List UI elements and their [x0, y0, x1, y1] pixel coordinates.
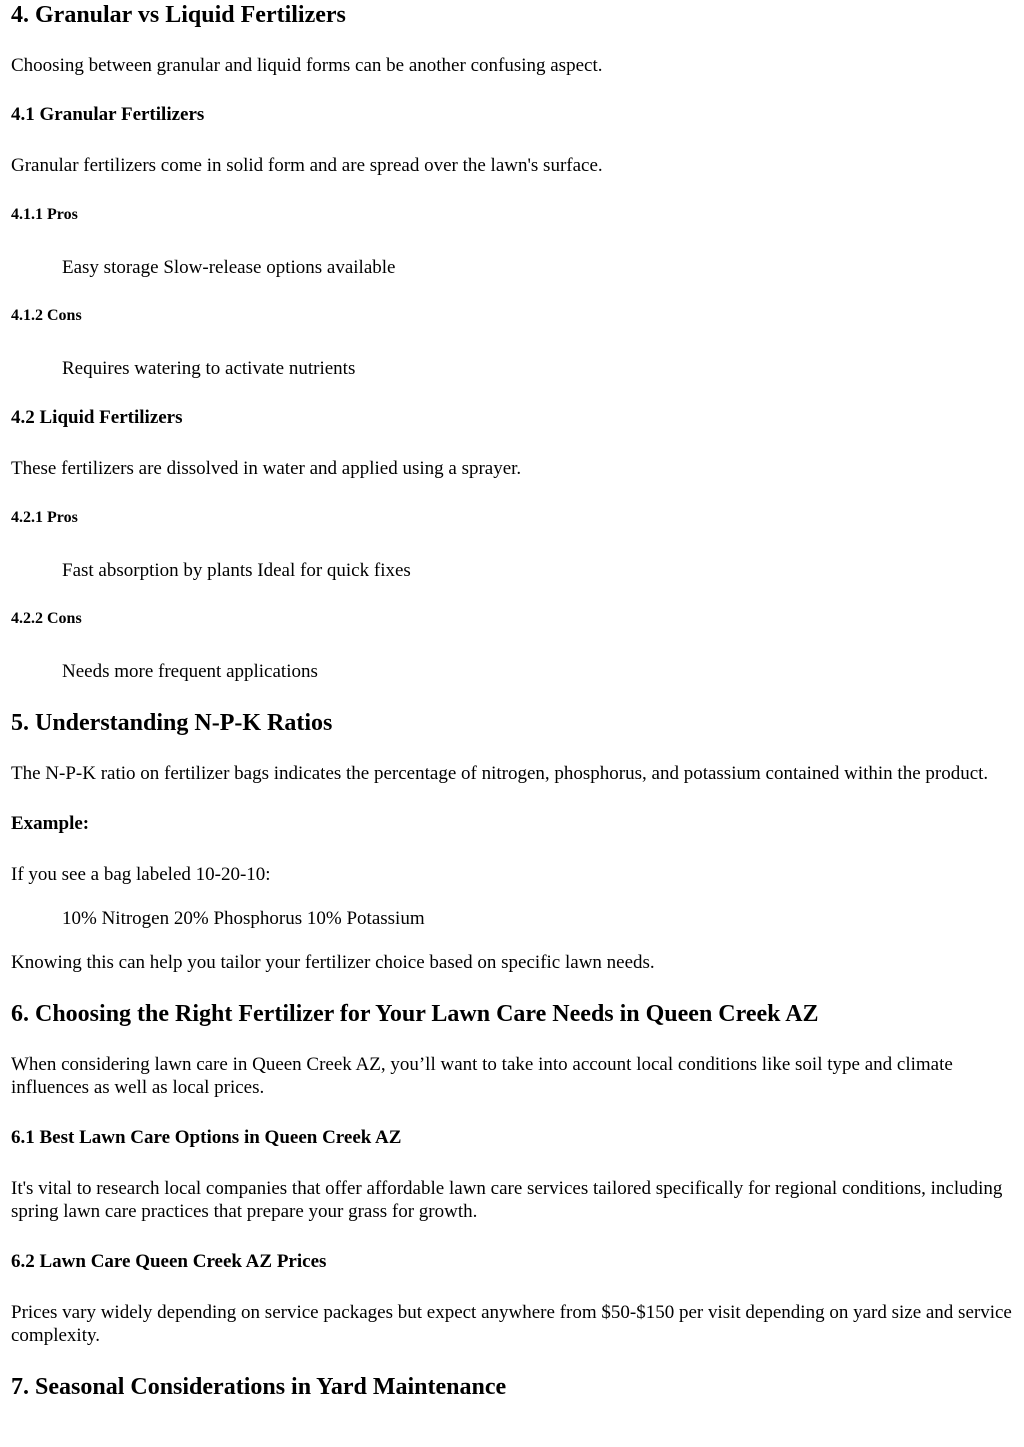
- heading-example: Example:: [11, 813, 90, 834]
- heading-granular-fertilizers: 4.1 Granular Fertilizers: [11, 104, 205, 125]
- heading-prices: 6.2 Lawn Care Queen Creek AZ Prices: [11, 1251, 327, 1272]
- list-item: 20% Phosphorus: [173, 908, 303, 929]
- paragraph-liquid-fertilizers: These fertilizers are dissolved in water and applied using a sprayer.: [11, 458, 522, 479]
- list-item: Ideal for quick fixes: [257, 560, 411, 581]
- paragraph-npk-ratios: The N-P-K ratio on fertilizer bags indicates the percentage of nitrogen, phosphorus, and potassium contained within the product.: [11, 763, 989, 784]
- paragraph-choosing-fertilizer: When considering lawn care in Queen Creek AZ, you’ll want to take into account local conditions like soil type and climate influences as well as local prices.: [11, 1054, 953, 1098]
- paragraph-npk-closing: Knowing this can help you tailor your fertilizer choice based on specific lawn needs.: [11, 952, 655, 973]
- heading-choosing-fertilizer: 6. Choosing the Right Fertilizer for Your Lawn Care Needs in Queen Creek AZ: [11, 1001, 819, 1027]
- heading-best-options: 6.1 Best Lawn Care Options in Queen Creek AZ: [11, 1127, 402, 1148]
- heading-granular-pros: 4.1.1 Pros: [11, 206, 78, 223]
- heading-liquid-fertilizers: 4.2 Liquid Fertilizers: [11, 407, 183, 428]
- heading-granular-vs-liquid: 4. Granular vs Liquid Fertilizers: [11, 2, 346, 28]
- list-item: Needs more frequent applications: [62, 661, 318, 682]
- list-granular-pros: [11, 256, 1013, 279]
- list-liquid-pros: [11, 559, 1013, 582]
- paragraph-best-options: It's vital to research local companies that offer affordable lawn care services tailored specifically for regional conditions, including spring lawn care practices that prepare your grass for growth.: [11, 1178, 1003, 1222]
- paragraph-example: If you see a bag labeled 10-20-10:: [11, 864, 271, 885]
- list-item: 10% Potassium: [306, 908, 425, 929]
- heading-liquid-cons: 4.2.2 Cons: [11, 610, 82, 627]
- heading-npk-ratios: 5. Understanding N-P-K Ratios: [11, 710, 333, 736]
- list-liquid-cons: [11, 660, 1013, 683]
- list-granular-cons: [11, 357, 1013, 380]
- list-item: Easy storage: [62, 257, 159, 278]
- list-item: 10% Nitrogen: [62, 908, 170, 929]
- paragraph-granular-vs-liquid-intro: Choosing between granular and liquid forms can be another confusing aspect.: [11, 55, 603, 76]
- paragraph-granular-fertilizers: Granular fertilizers come in solid form and are spread over the lawn's surface.: [11, 155, 603, 176]
- heading-granular-cons: 4.1.2 Cons: [11, 307, 82, 324]
- article-body: [11, 1, 1013, 1401]
- list-item: Slow-release options available: [163, 257, 396, 278]
- paragraph-prices: Prices vary widely depending on service packages but expect anywhere from $50-$150 per visit depending on yard size and service complexity.: [11, 1302, 1012, 1346]
- heading-liquid-pros: 4.2.1 Pros: [11, 509, 78, 526]
- list-item: Fast absorption by plants: [62, 560, 253, 581]
- heading-seasonal-considerations: 7. Seasonal Considerations in Yard Maintenance: [11, 1374, 507, 1400]
- list-npk-example: [11, 907, 1013, 930]
- list-item: Requires watering to activate nutrients: [62, 358, 356, 379]
